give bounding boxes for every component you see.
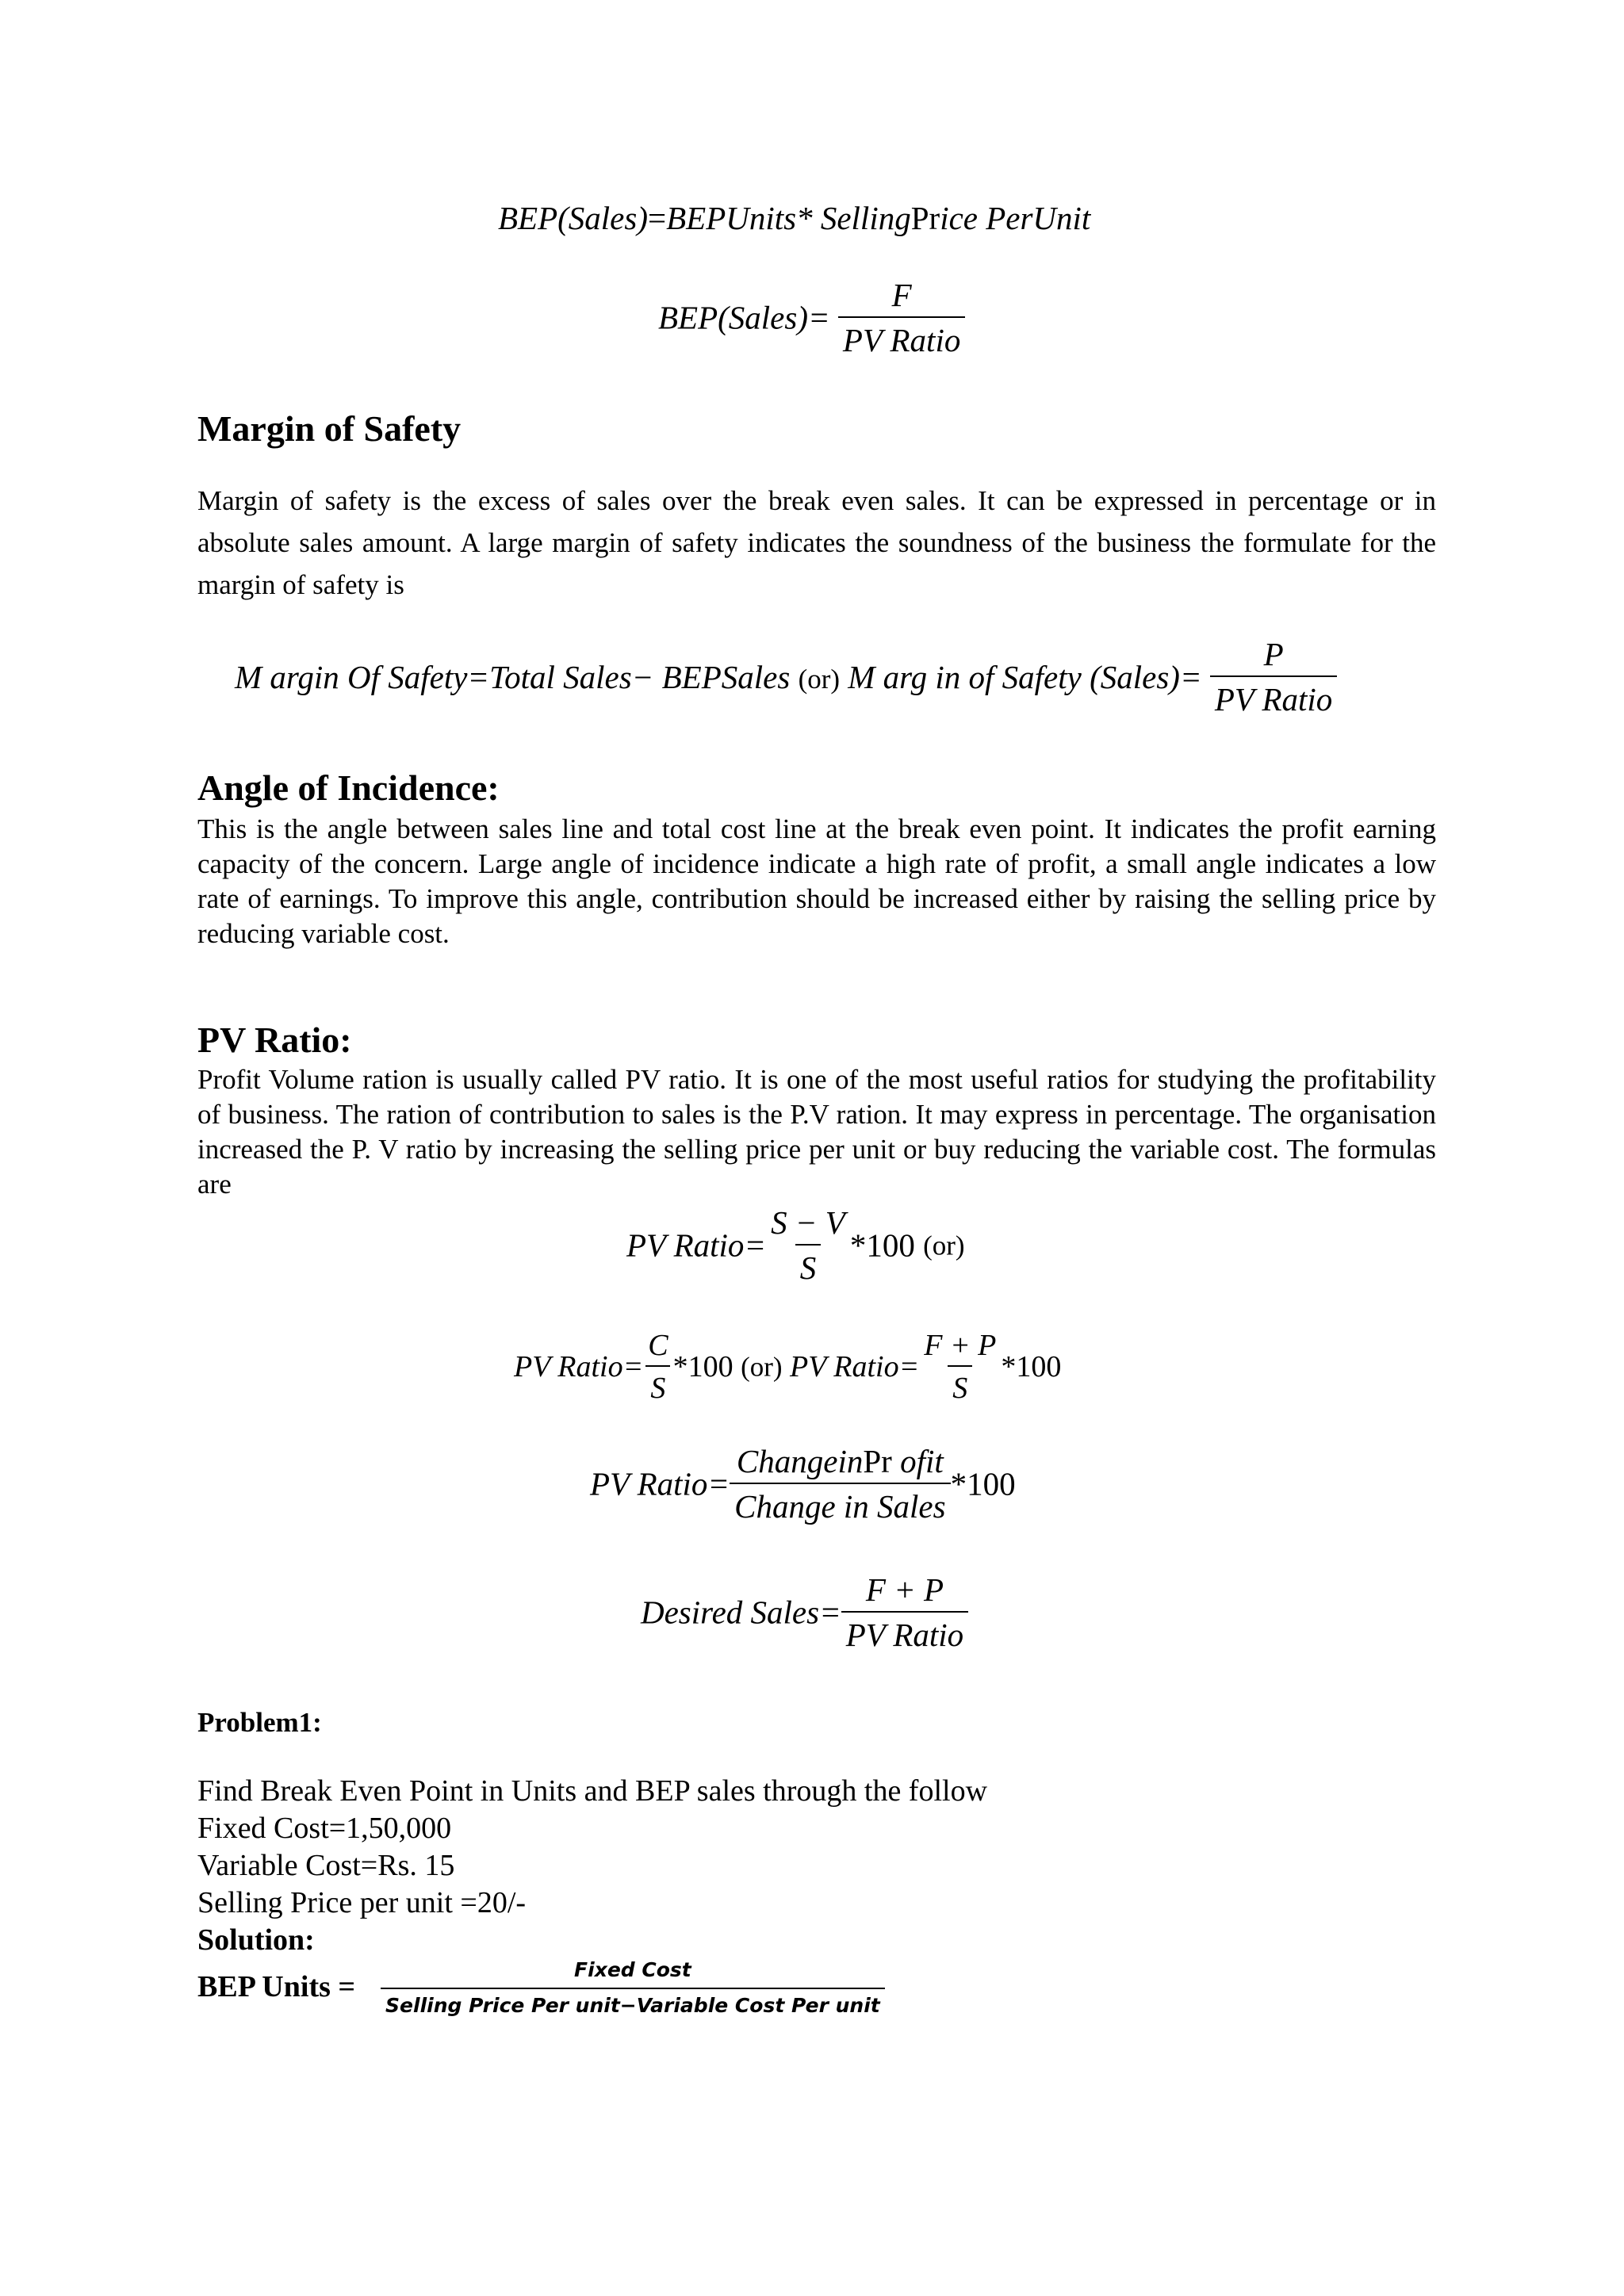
fraction: $\frac{F + P}{\text{PV Ratio}}$ xyxy=(841,1574,968,1651)
problem-line: Fixed Cost=1,50,000 xyxy=(197,1812,452,1845)
angle-of-incidence-paragraph: This is the angle between sales line and total cost line at the break even point. It indicates the profit earning capacity of the concern. Large angle of incidence indicate a high rate of profit, a small angle indicates a low rate of earnings. To improve this angle, contribution should be increased either by raising the selling price by reducing variable cost. xyxy=(197,813,1436,950)
pv-ratio-formula-2: PV Ratio= $\frac{C}{S}$ *100 (or) PV Ratio= $\frac{F + P}{S}$ *100 xyxy=(514,1329,1062,1405)
margin-of-safety-heading: Margin of Safety xyxy=(197,408,462,449)
desired-sales-formula: Desired Sales= $\frac{F + P}{\text{PV Ratio}}$ xyxy=(641,1574,968,1651)
bep-sales-fraction-formula: BEP(Sales)= $\frac{F}{\text{PV Ratio}}$ xyxy=(658,279,965,357)
pv-ratio-paragraph: Profit Volume ration is usually called PV ratio. It is one of the most useful ratios for studying the profitability of business. The ration of contribution to sales is the P.V ration. It may express in percentage. The organisation increased the P. V ratio by increasing the selling price per unit or buy reducing the variable cost. The formulas are xyxy=(197,1064,1436,1200)
problem-line: Find Break Even Point in Units and BEP sales through the follow xyxy=(197,1774,988,1808)
margin-of-safety-paragraph: Margin of safety is the excess of sales over the break even sales. It can be expressed in percentage or in absolute sales amount. A large margin of safety indicates the soundness of the business the formulate for the margin of safety is xyxy=(197,485,1436,601)
margin-of-safety-formula: M argin Of Safety=Total Sales− BEPSales (or) M arg in of Safety (Sales)= $\frac{P}{\text{PV Ratio}}$ xyxy=(235,638,1337,716)
problem-heading: Problem1: xyxy=(197,1707,322,1738)
solution-label: Solution: xyxy=(197,1923,315,1957)
pv-ratio-formula-3: PV Ratio= $\frac{\text{ChangeinPr ofit}}{\text{Change in Sales}}$ *100 xyxy=(590,1443,1016,1525)
problem-line: Variable Cost=Rs. 15 xyxy=(197,1849,455,1882)
fraction: $\frac{P}{\text{PV Ratio}}$ xyxy=(1210,638,1337,716)
fraction: $\frac{\text{Fixed Cost}}{\text{Selling Price Per unit−Variable Cost Per unit}}$ xyxy=(381,1958,885,2017)
fraction: $\frac{C}{S}$ xyxy=(643,1330,672,1403)
pv-ratio-heading: PV Ratio: xyxy=(197,1020,352,1060)
problem-line: Selling Price per unit =20/- xyxy=(197,1886,527,1919)
fraction: $\frac{S - V}{S}$ xyxy=(771,1204,845,1286)
angle-of-incidence-heading: Angle of Incidence: xyxy=(197,767,500,808)
bep-sales-units-formula: BEP(Sales)=BEPUnits* SellingPrice PerUnit xyxy=(498,200,1091,236)
pv-ratio-formula-1: PV Ratio= $\frac{S - V}{S}$ *100 (or) xyxy=(626,1204,965,1286)
bep-units-formula: BEP Units = $\frac{\text{Fixed Cost}}{\text{Selling Price Per unit−Variable Cost Per unit}}$ xyxy=(197,1958,885,2017)
fraction: $\frac{F}{\text{PV Ratio}}$ xyxy=(838,279,965,357)
fraction: $\frac{\text{ChangeinPr ofit}}{\text{Change in Sales}}$ xyxy=(730,1445,950,1523)
fraction: $\frac{F + P}{S}$ xyxy=(924,1329,997,1405)
